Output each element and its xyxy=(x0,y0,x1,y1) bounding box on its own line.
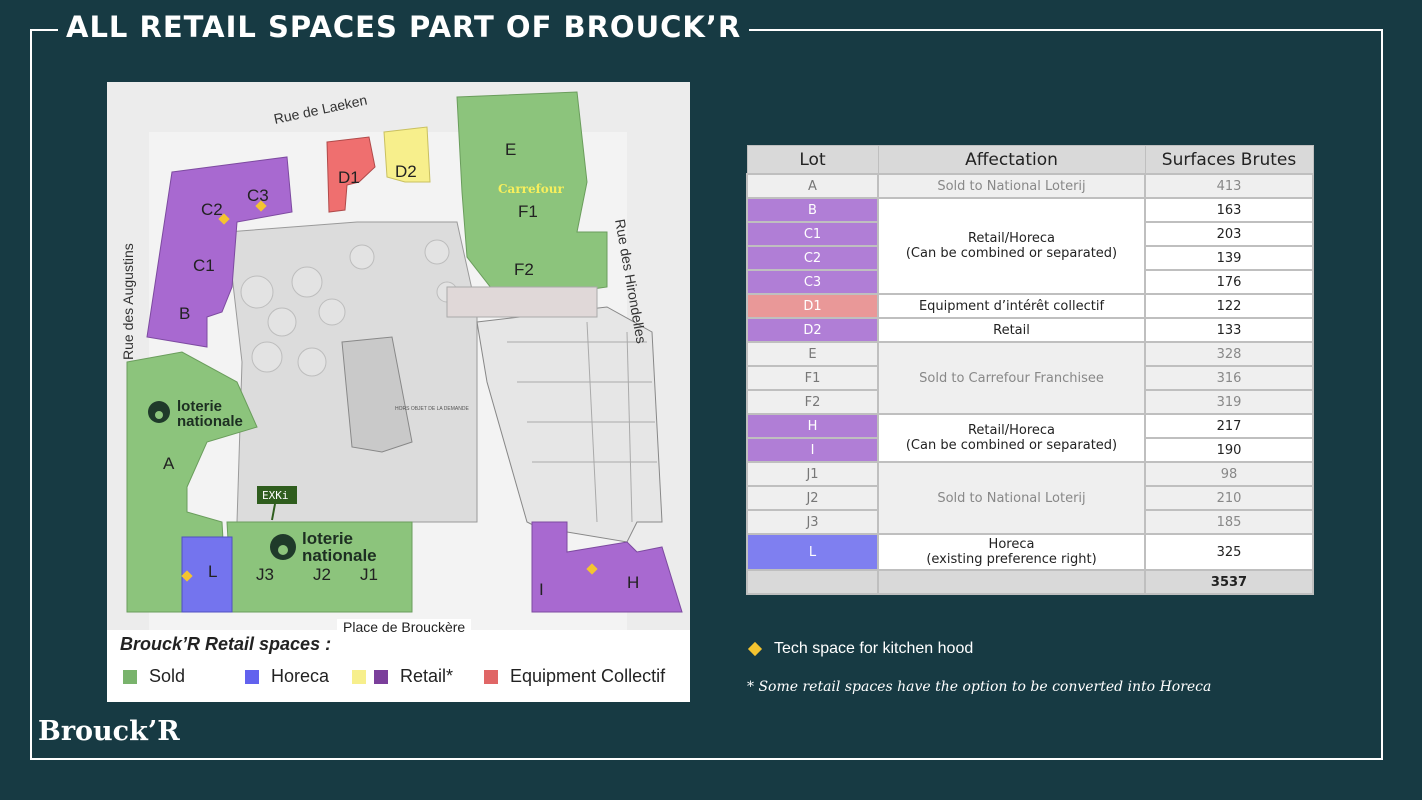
affectation-line: (Can be combined or separated) xyxy=(905,438,1118,453)
affectation-cell: Sold to Carrefour Franchisee xyxy=(878,342,1145,414)
table-row xyxy=(747,534,1313,570)
tech-space-label: Tech space for kitchen hood xyxy=(774,640,974,657)
lot-cell: L xyxy=(747,534,878,570)
loterie-logo-icon xyxy=(148,401,170,423)
legend-label-sold: Sold xyxy=(149,666,186,686)
header-affectation: Affectation xyxy=(878,146,1145,175)
legend-swatch-sold xyxy=(123,670,137,684)
lot-label-i: I xyxy=(539,580,544,599)
lot-label-c3: C3 xyxy=(247,186,269,205)
footnote: * Some retail spaces have the option to be converted into Horeca xyxy=(747,679,1212,695)
legend-swatch-retail-yellow xyxy=(352,670,366,684)
lot-cell: C1 xyxy=(747,222,878,246)
table-row xyxy=(747,342,1313,366)
lot-cell: H xyxy=(747,414,878,438)
lot-label-j3: J3 xyxy=(256,565,274,584)
lot-label-j2: J2 xyxy=(313,565,331,584)
surface-cell: 319 xyxy=(1145,390,1313,414)
surface-cell: 133 xyxy=(1145,318,1313,342)
total-empty-cell xyxy=(747,570,878,594)
loterie-logo-icon-2 xyxy=(270,534,296,560)
surface-cell: 316 xyxy=(1145,366,1313,390)
legend-swatch-equipment xyxy=(484,670,498,684)
surface-cell: 98 xyxy=(1145,462,1313,486)
lot-label-c2: C2 xyxy=(201,200,223,219)
table-row xyxy=(747,294,1313,318)
legend-label-horeca: Horeca xyxy=(271,666,330,686)
street-laeken: Rue de Laeken xyxy=(272,91,369,127)
affectation-line: (existing preference right) xyxy=(926,552,1097,567)
affectation-line: Retail/Horeca xyxy=(967,231,1055,246)
lot-cell: J3 xyxy=(747,510,878,534)
lot-cell: J1 xyxy=(747,462,878,486)
surface-cell: 176 xyxy=(1145,270,1313,294)
legend-swatch-retail-purple xyxy=(374,670,388,684)
table-row xyxy=(747,414,1313,438)
street-hirondelles: Rue des Hirondelles xyxy=(612,217,650,345)
affectation-cell: Equipment d’intérêt collectif xyxy=(878,294,1145,318)
affectation-line: Horeca xyxy=(988,537,1035,552)
legend-item-retail xyxy=(352,666,453,687)
total-value: 3537 xyxy=(1145,570,1313,594)
surface-cell: 328 xyxy=(1145,342,1313,366)
legend-title: Brouck’R Retail spaces : xyxy=(120,634,332,654)
carrefour-logo: Carrefour xyxy=(498,182,564,196)
lot-label-e: E xyxy=(505,140,517,159)
lot-label-l: L xyxy=(208,562,218,581)
loterie-name-3: loterie xyxy=(302,529,354,548)
legend-label-retail: Retail* xyxy=(400,666,454,686)
surface-cell: 139 xyxy=(1145,246,1313,270)
site-plan xyxy=(107,82,690,630)
lot-label-d2: D2 xyxy=(395,162,417,181)
table-row xyxy=(747,198,1313,222)
loterie-name-4: nationale xyxy=(302,546,377,565)
lot-label-h: H xyxy=(627,573,640,592)
lot-cell: I xyxy=(747,438,878,462)
map-legend xyxy=(107,666,690,690)
surface-cell: 210 xyxy=(1145,486,1313,510)
affectation-cell xyxy=(878,414,1145,462)
lot-cell: D1 xyxy=(747,294,878,318)
surface-cell: 163 xyxy=(1145,198,1313,222)
legend-item-equipment xyxy=(484,666,665,687)
diamond-icon xyxy=(748,642,762,656)
surface-cell: 217 xyxy=(1145,414,1313,438)
header-lot: Lot xyxy=(747,146,878,175)
lot-label-j1: J1 xyxy=(360,565,378,584)
brand-logo: Brouck’R xyxy=(38,716,180,747)
lot-cell: B xyxy=(747,198,878,222)
lot-cell: C2 xyxy=(747,246,878,270)
lot-cell: E xyxy=(747,342,878,366)
site-plan-panel xyxy=(107,82,690,702)
lot-cell: F1 xyxy=(747,366,878,390)
affectation-line: Retail/Horeca xyxy=(967,423,1055,438)
surface-cell: 413 xyxy=(1145,174,1313,198)
lot-label-d1: D1 xyxy=(338,168,360,187)
surface-cell: 185 xyxy=(1145,510,1313,534)
legend-swatch-horeca xyxy=(245,670,259,684)
exki-logo: EXKi xyxy=(262,489,289,502)
affectation-cell: Sold to National Loterij xyxy=(878,174,1145,198)
lot-label-b: B xyxy=(179,304,191,323)
lot-cell: F2 xyxy=(747,390,878,414)
table-header-row xyxy=(747,146,1313,175)
lot-label-f1: F1 xyxy=(518,202,538,221)
lots-table xyxy=(746,145,1314,595)
table-row xyxy=(747,462,1313,486)
hors-objet-label: HORS OBJET DE LA DEMANDE xyxy=(395,406,469,412)
affectation-cell: Sold to National Loterij xyxy=(878,462,1145,534)
table-total-row xyxy=(747,570,1313,594)
surface-cell: 325 xyxy=(1145,534,1313,570)
affectation-cell xyxy=(878,198,1145,294)
legend-item-horeca xyxy=(245,666,329,687)
lot-cell: J2 xyxy=(747,486,878,510)
lot-cell: A xyxy=(747,174,878,198)
surface-cell: 203 xyxy=(1145,222,1313,246)
page-title: ALL RETAIL SPACES PART OF BROUCK’R xyxy=(58,10,749,44)
affectation-cell xyxy=(878,534,1145,570)
table-row xyxy=(747,174,1313,198)
surface-cell: 190 xyxy=(1145,438,1313,462)
street-augustins: Rue des Augustins xyxy=(120,243,136,360)
legend-item-sold xyxy=(123,666,185,687)
table-row xyxy=(747,318,1313,342)
lot-cell: C3 xyxy=(747,270,878,294)
total-empty-cell xyxy=(878,570,1145,594)
tech-space-legend xyxy=(747,640,973,658)
lot-cell: D2 xyxy=(747,318,878,342)
loterie-name-1: loterie xyxy=(177,398,223,415)
affectation-cell: Retail xyxy=(878,318,1145,342)
legend-label-equipment: Equipment Collectif xyxy=(510,666,666,686)
lot-label-c1: C1 xyxy=(193,256,215,275)
place-de-brouckere-label: Place de Brouckère xyxy=(337,619,471,635)
lot-label-a: A xyxy=(163,454,175,473)
lot-label-f2: F2 xyxy=(514,260,534,279)
header-surfaces: Surfaces Brutes xyxy=(1145,146,1313,175)
loterie-name-2: nationale xyxy=(177,413,243,430)
affectation-line: (Can be combined or separated) xyxy=(905,246,1118,261)
surface-cell: 122 xyxy=(1145,294,1313,318)
